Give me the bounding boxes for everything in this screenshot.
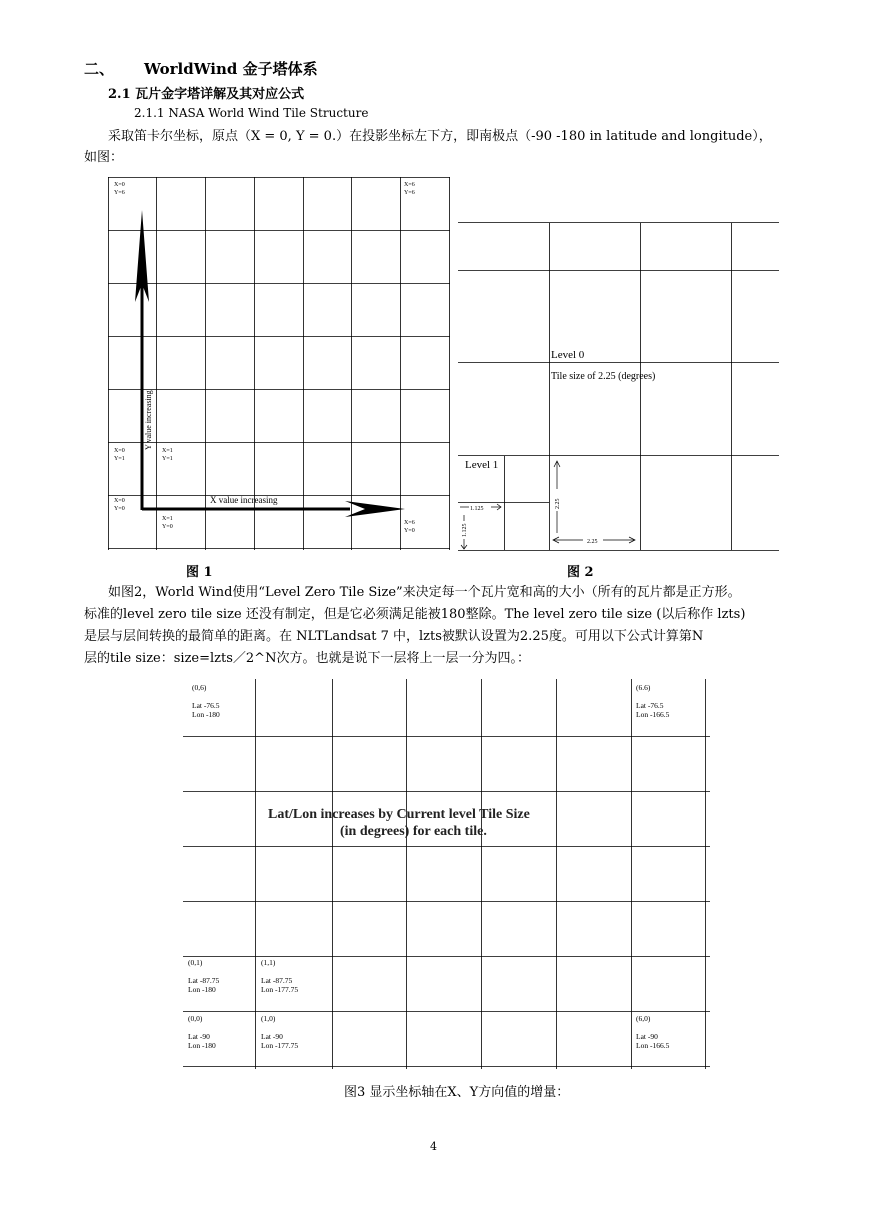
figure-3-grid <box>180 676 715 1076</box>
subsubsection-title: 2.1.1 NASA World Wind Tile Structure <box>134 106 369 120</box>
cell-6-6: (6.6) Lat -76.5 Lon -166.5 <box>636 683 670 719</box>
label-x0-y1: X=0 Y=1 <box>114 448 125 462</box>
figure-2-caption: 图 2 <box>567 565 594 580</box>
center-text-line-1: Lat/Lon increases by Current level Tile Size <box>268 807 530 822</box>
label-x0-y6: X=0 Y=6 <box>114 182 125 196</box>
center-text-line-2: (in degrees) for each tile. <box>340 824 487 839</box>
x-axis-arrowhead <box>345 501 405 517</box>
level-0-label: Level 0 <box>551 349 585 361</box>
dimension-arrows <box>460 461 635 549</box>
body-line-1: 如图2，World Wind使用“Level Zero Tile Size”来决定每一个瓦片宽和高的大小（所有的瓦片都是正方形。 <box>108 585 741 600</box>
figure-1-caption: 图 1 <box>186 565 213 580</box>
label-x6-y0: X=6 Y=0 <box>404 520 415 534</box>
cell-0-6: (0,6) Lat -76.5 Lon -180 <box>192 683 220 719</box>
subsection-title: 2.1 瓦片金字塔详解及其对应公式 <box>108 87 305 102</box>
body-line-4: 层的tile size：size=lzts／2^N次方。也就是说下一层将上一层一分为四。： <box>84 651 530 666</box>
section-title: WorldWind 金子塔体系 <box>144 60 318 78</box>
label-x0-y0: X=0 Y=0 <box>114 498 125 512</box>
label-x1-y0: X=1 Y=0 <box>162 516 173 530</box>
section-number: 二、 <box>84 60 115 78</box>
page-number: 4 <box>430 1140 437 1153</box>
intro-line-1: 采取笛卡尔坐标，原点（X = 0, Y = 0.）在投影坐标左下方，即南极点（-90 -180 in latitude and longitude）， <box>108 129 772 144</box>
label-x6-y6: X=6 Y=6 <box>404 182 415 196</box>
cell-0-0: (0,0) Lat -90 Lon -180 <box>188 1014 216 1050</box>
dim-1125-vertical: 1.125 <box>462 523 468 537</box>
dim-1125-horizontal: 1.125 <box>470 506 484 512</box>
body-line-2: 标准的level zero tile size 还没有制定，但是它必须满足能被180整除。The level zero tile size (以后称作 lzts) <box>84 607 746 622</box>
label-x1-y1: X=1 Y=1 <box>162 448 173 462</box>
intro-line-2: 如图： <box>84 150 124 165</box>
cell-1-0: (1,0) Lat -90 Lon -177.75 <box>261 1014 299 1050</box>
cell-0-1: (0,1) Lat -87.75 Lon -180 <box>188 958 220 994</box>
cell-1-1: (1,1) Lat -87.75 Lon -177.75 <box>261 958 299 994</box>
level-1-label: Level 1 <box>465 459 499 471</box>
dim-225-vertical: 2.25 <box>555 498 561 509</box>
tile-size-label: Tile size of 2.25 (degrees) <box>551 371 656 382</box>
dim-225-horizontal: 2.25 <box>587 539 598 545</box>
body-line-3: 是层与层间转换的最简单的距离。在 NLTLandsat 7 中，lzts被默认设置为2.25度。可用以下公式计算第N <box>84 629 704 644</box>
figure-2-grid <box>455 215 785 555</box>
figure-3-caption: 图3 显示坐标轴在X、Y方向值的增量： <box>344 1085 570 1100</box>
figure-1-grid <box>100 172 460 557</box>
y-axis-label: Y value increasing <box>144 390 153 450</box>
x-axis-label: X value increasing <box>210 495 278 505</box>
cell-6-0: (6,0) Lat -90 Lon -166.5 <box>636 1014 670 1050</box>
